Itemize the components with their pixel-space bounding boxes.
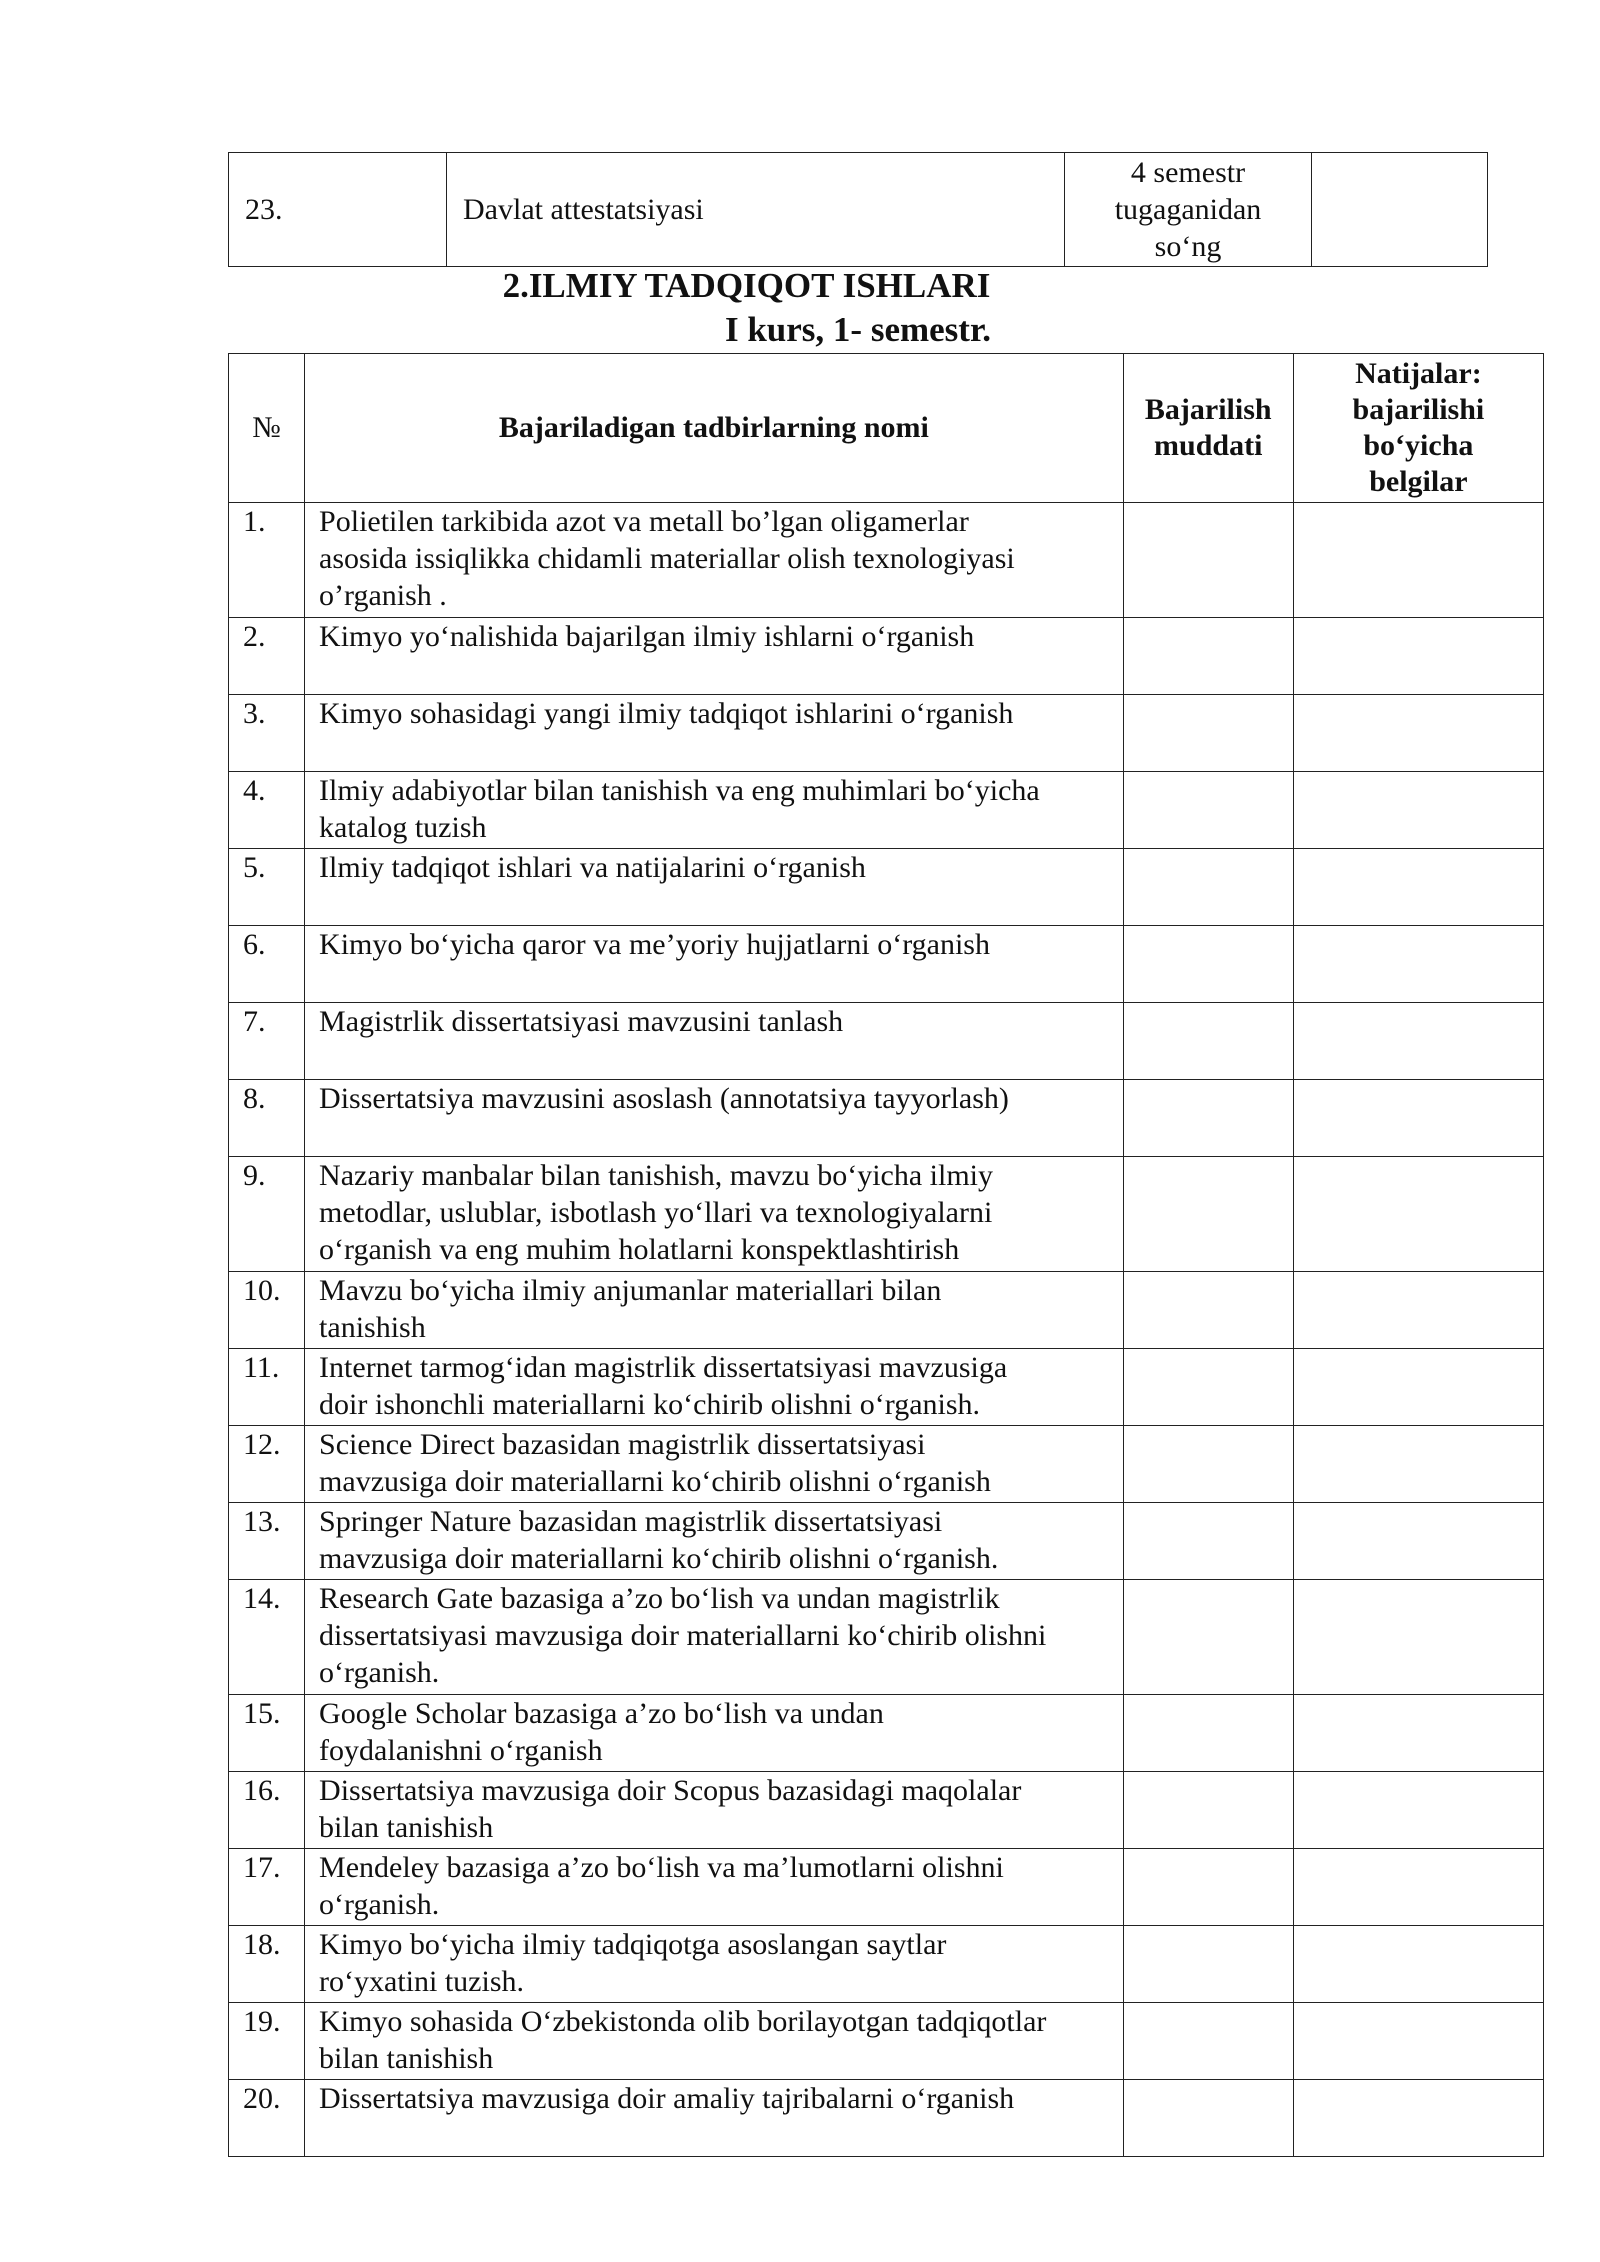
activity-line: Dissertatsiya mavzusiga doir Scopus bazasidagi maqolalar: [319, 1774, 1022, 1807]
row-number: 3.: [229, 695, 305, 772]
table-row: [229, 695, 1544, 772]
table-row: [229, 618, 1544, 695]
activity-line: Dissertatsiya mavzusini asoslash (annotatsiya tayyorlash): [319, 1082, 1009, 1115]
row-result: [1293, 1849, 1543, 1926]
activity-line: asosida issiqlikka chidamli materiallar olish texnologiyasi: [319, 542, 1015, 575]
row-term: [1123, 1003, 1293, 1080]
row-result: [1293, 1503, 1543, 1580]
row-activity: [305, 1503, 1124, 1580]
row-number: 14.: [229, 1580, 305, 1695]
table-row: [229, 1003, 1544, 1080]
row-number: 10.: [229, 1272, 305, 1349]
table-row: [229, 1849, 1544, 1926]
activity-line: bilan tanishish: [319, 1811, 494, 1844]
row-result: [1293, 2080, 1543, 2157]
row-number: 2.: [229, 618, 305, 695]
row-term: [1123, 772, 1293, 849]
activity-line: Nazariy manbalar bilan tanishish, mavzu bo‘yicha ilmiy: [319, 1159, 994, 1192]
activity-line: Kimyo bo‘yicha qaror va me’yoriy hujjatlarni o‘rganish: [319, 928, 990, 961]
row-term: [1123, 2003, 1293, 2080]
activity-line: Mavzu bo‘yicha ilmiy anjumanlar materiallari bilan: [319, 1274, 942, 1307]
row-result: [1293, 1926, 1543, 2003]
table-row: [229, 1426, 1544, 1503]
row-term: [1123, 849, 1293, 926]
table-row: [229, 1695, 1544, 1772]
row-number: 16.: [229, 1772, 305, 1849]
row-result: [1293, 1772, 1543, 1849]
activity-line: bilan tanishish: [319, 2042, 494, 2075]
row-number: 11.: [229, 1349, 305, 1426]
row-result: [1293, 1157, 1543, 1272]
row-number: 23.: [229, 153, 447, 267]
activity-line: Ilmiy adabiyotlar bilan tanishish va eng muhimlari bo‘yicha: [319, 774, 1040, 807]
header-term: [1123, 354, 1293, 503]
header-result: [1293, 354, 1543, 503]
row-term: [1123, 1080, 1293, 1157]
activity-line: foydalanishni o‘rganish: [319, 1734, 603, 1767]
activity-line: Magistrlik dissertatsiyasi mavzusini tanlash: [319, 1005, 844, 1038]
row-result: [1312, 153, 1488, 267]
table-row: [229, 153, 1488, 267]
table-row: [229, 1157, 1544, 1272]
row-activity: [305, 695, 1124, 772]
activity-line: Internet tarmog‘idan magistrlik dissertatsiyasi mavzusiga: [319, 1351, 1008, 1384]
row-term: [1123, 1157, 1293, 1272]
row-activity: [305, 1695, 1124, 1772]
activity-line: o’rganish .: [319, 579, 447, 612]
activity-line: Dissertatsiya mavzusiga doir amaliy tajribalarni o‘rganish: [319, 2082, 1015, 2115]
row-number: 12.: [229, 1426, 305, 1503]
row-result: [1293, 1080, 1543, 1157]
row-result: [1293, 695, 1543, 772]
row-term: [1123, 1695, 1293, 1772]
table-row: [229, 849, 1544, 926]
row-result: [1293, 849, 1543, 926]
term-line: tugaganidan: [1114, 193, 1262, 226]
header-number: №: [229, 354, 305, 503]
activity-line: Kimyo sohasida O‘zbekistonda olib borilayotgan tadqiqotlar: [319, 2005, 1047, 2038]
row-term: [1123, 1272, 1293, 1349]
activity-line: Research Gate bazasiga a’zo bo‘lish va undan magistrlik: [319, 1582, 1000, 1615]
row-term: [1123, 1772, 1293, 1849]
activity-line: katalog tuzish: [319, 811, 487, 844]
header-line: belgilar: [1369, 465, 1468, 498]
row-number: 17.: [229, 1849, 305, 1926]
row-term: [1123, 926, 1293, 1003]
header-activity: Bajariladigan tadbirlarning nomi: [305, 354, 1124, 503]
row-activity: [305, 772, 1124, 849]
row-term: [1123, 1580, 1293, 1695]
table-body: [229, 503, 1544, 2157]
row-result: [1293, 772, 1543, 849]
row-number: 1.: [229, 503, 305, 618]
row-activity: [305, 1426, 1124, 1503]
activity-line: o‘rganish.: [319, 1656, 440, 1689]
row-term: [1123, 618, 1293, 695]
row-activity: [305, 1849, 1124, 1926]
activity-line: ro‘yxatini tuzish.: [319, 1965, 525, 1998]
activity-line: Polietilen tarkibida azot va metall bo’lgan oligamerlar: [319, 505, 969, 538]
row-result: [1293, 2003, 1543, 2080]
activity-line: Google Scholar bazasiga a’zo bo‘lish va undan: [319, 1697, 884, 1730]
activity-line: tanishish: [319, 1311, 426, 1344]
row-number: 4.: [229, 772, 305, 849]
row-number: 9.: [229, 1157, 305, 1272]
activity-line: Mendeley bazasiga a’zo bo‘lish va ma’lumotlarni olishni: [319, 1851, 1004, 1884]
row-activity: [305, 1349, 1124, 1426]
table-row: [229, 1080, 1544, 1157]
header-row: [229, 354, 1544, 503]
row-activity: [305, 926, 1124, 1003]
table-row: [229, 926, 1544, 1003]
header-line: bo‘yicha: [1363, 429, 1474, 462]
table-row: [229, 1580, 1544, 1695]
row-number: 15.: [229, 1695, 305, 1772]
activity-line: o‘rganish.: [319, 1888, 440, 1921]
row-number: 13.: [229, 1503, 305, 1580]
row-activity: [305, 2003, 1124, 2080]
row-number: 19.: [229, 2003, 305, 2080]
row-term: [1123, 1926, 1293, 2003]
row-term: [1123, 1426, 1293, 1503]
activity-line: Kimyo sohasidagi yangi ilmiy tadqiqot ishlarini o‘rganish: [319, 697, 1014, 730]
row-term: [1123, 1503, 1293, 1580]
row-result: [1293, 1580, 1543, 1695]
row-result: [1293, 1003, 1543, 1080]
activity-line: Kimyo yo‘nalishida bajarilgan ilmiy ishlarni o‘rganish: [319, 620, 975, 653]
row-result: [1293, 926, 1543, 1003]
table-row: [229, 1272, 1544, 1349]
row-number: 6.: [229, 926, 305, 1003]
activity-line: Ilmiy tadqiqot ishlari va natijalarini o‘rganish: [319, 851, 866, 884]
row-activity: Davlat attestatsiyasi: [447, 153, 1065, 267]
section-title: 2.ILMIY TADQIQOT ISHLARI: [502, 266, 991, 305]
activity-line: doir ishonchli materiallarni ko‘chirib olishni o‘rganish.: [319, 1388, 981, 1421]
table-row: [229, 1772, 1544, 1849]
row-result: [1293, 1349, 1543, 1426]
activity-line: dissertatsiyasi mavzusiga doir materiallarni ko‘chirib olishni: [319, 1619, 1047, 1652]
row-activity: [305, 1580, 1124, 1695]
row-number: 20.: [229, 2080, 305, 2157]
row-result: [1293, 1695, 1543, 1772]
row-term: [1065, 153, 1312, 267]
row-term: [1123, 1349, 1293, 1426]
term-line: 4 semestr: [1130, 156, 1246, 189]
row-term: [1123, 695, 1293, 772]
activity-line: Springer Nature bazasidan magistrlik dissertatsiyasi: [319, 1505, 943, 1538]
row-activity: [305, 2080, 1124, 2157]
row-result: [1293, 618, 1543, 695]
row-number: 5.: [229, 849, 305, 926]
row-term: [1123, 1849, 1293, 1926]
table-row: [229, 1926, 1544, 2003]
row-activity: [305, 1772, 1124, 1849]
row-activity: [305, 503, 1124, 618]
row-number: 18.: [229, 1926, 305, 2003]
previous-table-tail: [228, 152, 1488, 267]
table-row: [229, 772, 1544, 849]
table-row: [229, 2080, 1544, 2157]
activity-line: metodlar, uslublar, isbotlash yo‘llari va texnologiyalarni: [319, 1196, 993, 1229]
activity-line: Science Direct bazasidan magistrlik dissertatsiyasi: [319, 1428, 926, 1461]
header-line: Natijalar:: [1355, 357, 1482, 390]
row-activity: [305, 849, 1124, 926]
row-activity: [305, 618, 1124, 695]
row-number: 8.: [229, 1080, 305, 1157]
row-result: [1293, 1272, 1543, 1349]
table-row: [229, 1503, 1544, 1580]
row-term: [1123, 2080, 1293, 2157]
row-number: 7.: [229, 1003, 305, 1080]
activity-line: mavzusiga doir materiallarni ko‘chirib olishni o‘rganish.: [319, 1542, 999, 1575]
header-line: bajarilishi: [1352, 393, 1485, 426]
table-row: [229, 2003, 1544, 2080]
row-result: [1293, 1426, 1543, 1503]
row-result: [1293, 503, 1543, 618]
row-activity: [305, 1157, 1124, 1272]
table-row: [229, 503, 1544, 618]
table-row: [229, 1349, 1544, 1426]
header-line: muddati: [1154, 429, 1263, 462]
research-plan-table: [228, 353, 1544, 2157]
row-activity: [305, 1003, 1124, 1080]
activity-line: mavzusiga doir materiallarni ko‘chirib olishni o‘rganish: [319, 1465, 991, 1498]
row-activity: [305, 1926, 1124, 2003]
term-line: so‘ng: [1154, 230, 1222, 263]
row-activity: [305, 1080, 1124, 1157]
activity-line: Kimyo bo‘yicha ilmiy tadqiqotga asoslangan saytlar: [319, 1928, 947, 1961]
activity-line: o‘rganish va eng muhim holatlarni konspektlashtirish: [319, 1233, 960, 1266]
section-subtitle: I kurs, 1- semestr.: [724, 310, 992, 349]
row-activity: [305, 1272, 1124, 1349]
row-term: [1123, 503, 1293, 618]
header-line: Bajarilish: [1144, 393, 1272, 426]
